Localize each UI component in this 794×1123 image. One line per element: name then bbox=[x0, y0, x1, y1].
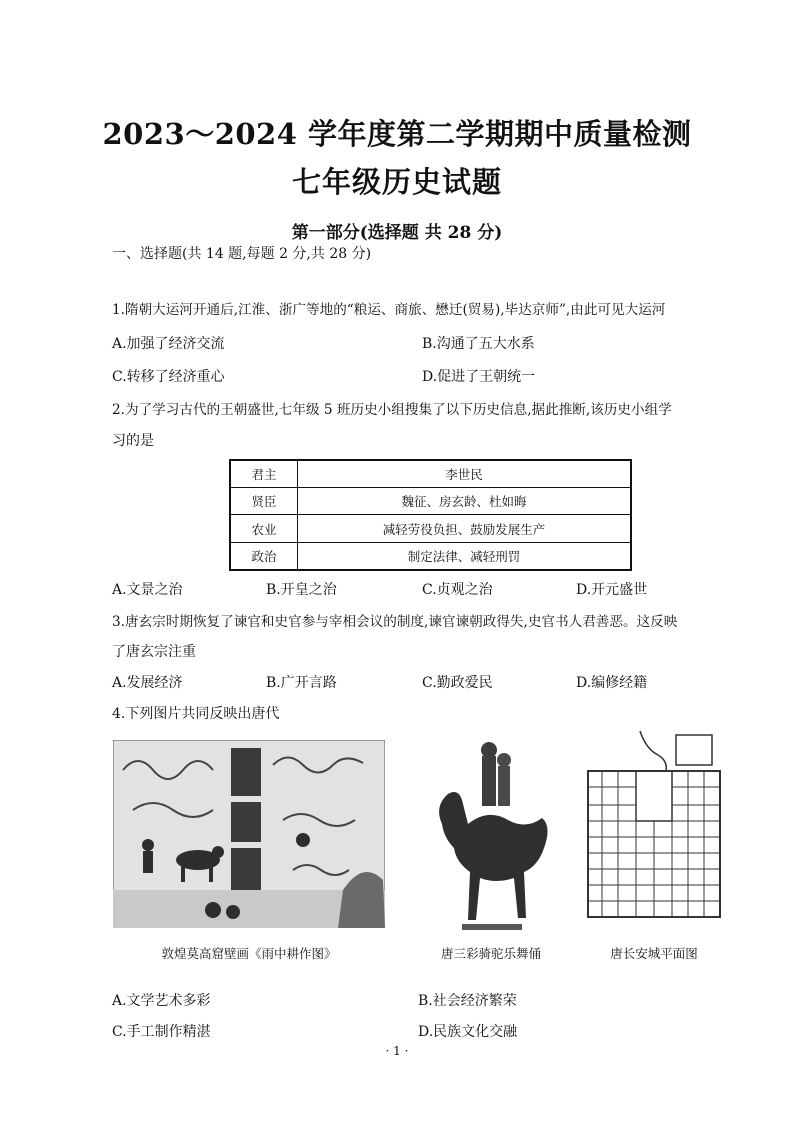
q4-option-a[interactable]: A.文学艺术多彩 bbox=[112, 993, 211, 1009]
q4-option-d[interactable]: D.民族文化交融 bbox=[418, 1024, 518, 1040]
table-value: 减轻劳役负担、鼓励发展生产 bbox=[298, 515, 632, 542]
camel-figurine-caption: 唐三彩骑驼乐舞俑 bbox=[440, 946, 541, 961]
q1-option-b[interactable]: B.沟通了五大水系 bbox=[422, 336, 535, 352]
q2-stem: 2.为了学习古代的王朝盛世,七年级 5 班历史小组搜集了以下历史信息,据此推断,该历史小组学 bbox=[112, 402, 672, 418]
table-key: 政治 bbox=[230, 542, 298, 570]
table-value: 制定法律、减轻刑罚 bbox=[298, 542, 632, 570]
q3-option-c[interactable]: C.勤政爱民 bbox=[422, 675, 493, 691]
q2-info-table bbox=[229, 459, 632, 571]
q1-stem: 1.隋朝大运河开通后,江淮、浙广等地的“粮运、商旅、懋迁(贸易),毕达京师”,由此可见大运河 bbox=[112, 302, 666, 318]
q3-stem: 3.唐玄宗时期恢复了谏官和史官参与宰相会议的制度,谏官谏朝政得失,史官书人君善恶。这反映 bbox=[112, 614, 678, 630]
table-key: 贤臣 bbox=[230, 488, 298, 515]
page-number: · 1 · bbox=[385, 1044, 409, 1058]
q2-stem-continued: 习的是 bbox=[112, 433, 154, 449]
table-value: 李世民 bbox=[298, 460, 632, 488]
exam-subtitle: 七年级历史试题 bbox=[291, 165, 502, 199]
section-heading: 一、选择题(共 14 题,每题 2 分,共 28 分) bbox=[112, 246, 372, 262]
table-row bbox=[230, 488, 631, 515]
changan-city-plan-image bbox=[580, 727, 728, 925]
q3-stem-continued: 了唐玄宗注重 bbox=[112, 644, 196, 660]
q3-option-a[interactable]: A.发展经济 bbox=[112, 675, 183, 691]
part-heading: 第一部分(选择题 共 28 分) bbox=[291, 223, 503, 243]
table-key: 农业 bbox=[230, 515, 298, 542]
q4-stem: 4.下列图片共同反映出唐代 bbox=[112, 706, 280, 722]
q2-option-c[interactable]: C.贞观之治 bbox=[422, 582, 493, 598]
q1-option-d[interactable]: D.促进了王朝统一 bbox=[422, 369, 536, 385]
q2-option-b[interactable]: B.开皇之治 bbox=[266, 582, 337, 598]
table-value: 魏征、房玄龄、杜如晦 bbox=[298, 488, 632, 515]
exam-title: 2023～2024 学年度第二学期期中质量检测 bbox=[102, 117, 692, 151]
q1-option-c[interactable]: C.转移了经济重心 bbox=[112, 369, 225, 385]
table-row bbox=[230, 542, 631, 570]
mural-image bbox=[113, 740, 385, 928]
table-row bbox=[230, 460, 631, 488]
q2-option-d[interactable]: D.开元盛世 bbox=[576, 582, 648, 598]
changan-plan-caption: 唐长安城平面图 bbox=[610, 946, 698, 961]
table-key: 君主 bbox=[230, 460, 298, 488]
q3-option-b[interactable]: B.广开言路 bbox=[266, 675, 337, 691]
mural-caption: 敦煌莫高窟壁画《雨中耕作图》 bbox=[161, 946, 337, 961]
q4-option-b[interactable]: B.社会经济繁荣 bbox=[418, 993, 517, 1009]
q4-option-c[interactable]: C.手工制作精湛 bbox=[112, 1024, 211, 1040]
q1-option-a[interactable]: A.加强了经济交流 bbox=[112, 336, 225, 352]
q3-option-d[interactable]: D.编修经籍 bbox=[576, 675, 648, 691]
table-row bbox=[230, 515, 631, 542]
q2-option-a[interactable]: A.文景之治 bbox=[112, 582, 183, 598]
camel-figurine-image bbox=[432, 736, 550, 932]
